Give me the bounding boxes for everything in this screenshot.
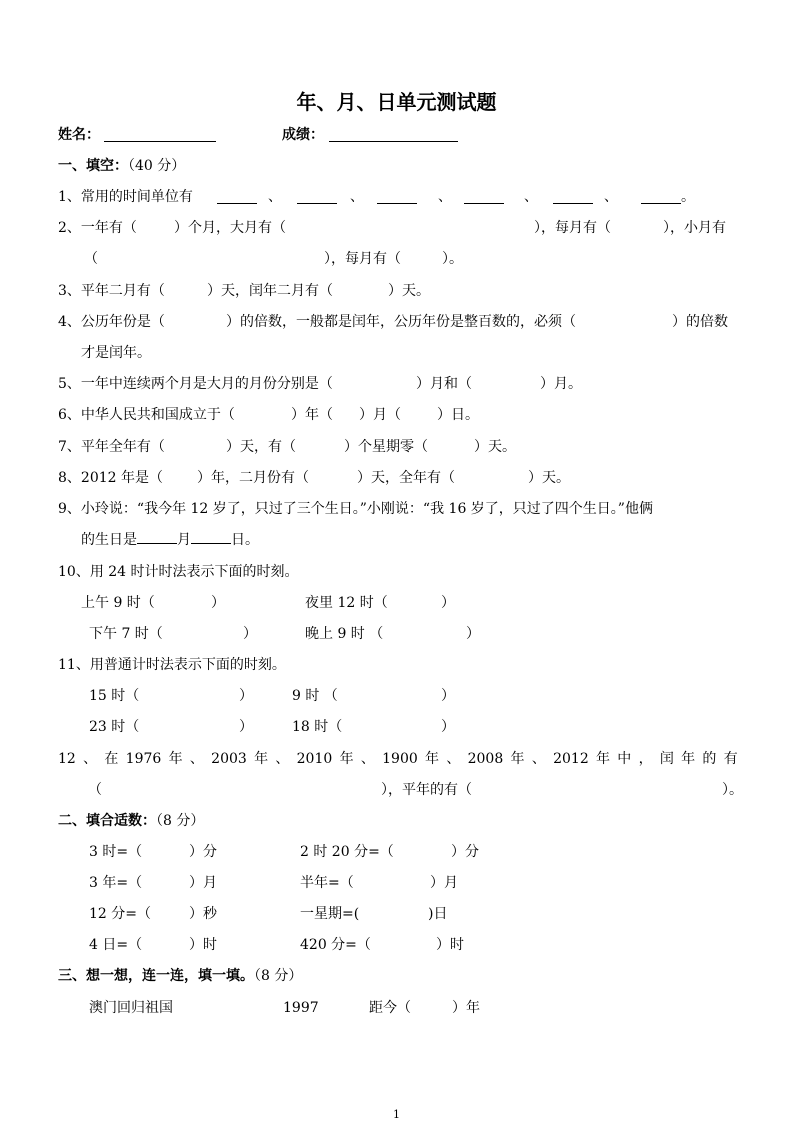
q12-token: 年 (168, 751, 183, 767)
q1-sep-1: 、 (268, 189, 282, 205)
q12-line1 (58, 750, 738, 768)
q12-token: 12 (58, 751, 76, 767)
q12-token: 年 (254, 751, 269, 767)
s2-r3-b: 一星期=( (300, 906, 360, 922)
q1-blank-1[interactable] (217, 203, 257, 204)
name-label: 姓名： (58, 127, 100, 143)
q3-part-a: 3、平年二月有（ (58, 283, 165, 299)
q12-token: 年 (681, 751, 696, 767)
q12-token: 年 (510, 751, 525, 767)
q10-item-3-end: ） (243, 626, 257, 642)
q10-item-2: 夜里 12 时（ (305, 595, 388, 611)
s3-ago-a: 距今（ (369, 1000, 411, 1016)
q1-sep-3: 、 (438, 189, 452, 205)
q12-token: 闰 (659, 751, 674, 767)
q9-line2: 的生日是 月 日。 (81, 532, 259, 548)
q12-token: 、 (360, 751, 375, 767)
q4-part-d: 才是闰年。 (81, 345, 151, 361)
s2-r4-b: 420 分=（ (300, 937, 371, 953)
q12-token: 、 (275, 751, 290, 767)
q1-blank-2[interactable] (297, 203, 337, 204)
q12-token: 2003 (211, 751, 247, 767)
q10-item-2-end: ） (441, 595, 455, 611)
q12-token: 、 (189, 751, 204, 767)
s2-r4-a: 4 日=（ (89, 937, 143, 953)
q12-token: 、 (83, 751, 98, 767)
q12-token: 2010 (296, 751, 333, 767)
s2-r2-b-end: ）月 (430, 875, 458, 891)
s2-r1-a: 3 时=（ (89, 844, 143, 860)
q10-item-1-end: ） (211, 595, 225, 611)
q1-sep-2: 、 (350, 189, 364, 205)
q11-item-4: 18 时（ (292, 719, 343, 735)
s2-r1-a-end: ）分 (189, 844, 217, 860)
q4-part-b: ）的倍数，一般都是闰年，公历年份是整百数的，必须（ (226, 314, 576, 330)
s3-event: 澳门回归祖国 (89, 1000, 173, 1016)
q2-part-b: ）个月，大月有（ (174, 220, 286, 236)
s2-r3-b-end: )日 (428, 906, 448, 922)
page-title: 年、月、日单元测试题 (296, 90, 497, 114)
q8-part-b: ）年，二月份有（ (197, 470, 309, 486)
score-field[interactable] (329, 141, 458, 142)
q4-part-c: ）的倍数 (672, 314, 728, 330)
q12-part-b: （ (88, 782, 102, 798)
q2-part-e: （ (84, 251, 98, 267)
q8-part-a: 8、2012 年是（ (58, 470, 163, 486)
score-label: 成绩： (282, 127, 324, 143)
q11-item-1: 15 时（ (89, 688, 140, 704)
q11-item-1-end: ） (239, 688, 253, 704)
q10-item-3: 下午 7 时（ (89, 626, 163, 642)
q12-part-c: ），平年的有（ (381, 782, 472, 798)
q7-part-b: ）天，有（ (226, 439, 296, 455)
q7-part-c: ）个星期零（ (344, 439, 428, 455)
s2-r4-b-end: ）时 (436, 937, 464, 953)
q9-blank-month[interactable] (137, 531, 177, 544)
q12-token: 在 (104, 751, 119, 767)
q2-part-f: ），每月有（ (324, 251, 401, 267)
q7-part-d: ）天。 (474, 439, 516, 455)
q1-text: 1、常用的时间单位有 (58, 189, 193, 205)
q12-token: 、 (531, 751, 546, 767)
q7-part-a: 7、平年全年有（ (58, 439, 165, 455)
q8-part-c: ）天，全年有（ (357, 470, 455, 486)
q12-token: 年 (425, 751, 440, 767)
q12-token: 年 (596, 751, 611, 767)
page-number: 1 (393, 1108, 400, 1121)
q12-token: 有 (723, 751, 738, 767)
q5-part-a: 5、一年中连续两个月是大月的月份分别是（ (58, 376, 333, 392)
q6-part-d: ）日。 (437, 407, 479, 423)
s2-r3-a: 12 分=（ (89, 906, 151, 922)
s3-year: 1997 (283, 1000, 319, 1016)
section2-heading: 二、填合适数：（8 分） (58, 813, 205, 829)
q10-item-4-end: ） (466, 626, 480, 642)
q12-token: ， (638, 751, 653, 767)
q3-part-c: ）天。 (388, 283, 430, 299)
q12-token: 年 (339, 751, 354, 767)
q9-blank-day[interactable] (191, 531, 231, 544)
q6-part-a: 6、中华人民共和国成立于（ (58, 407, 235, 423)
q2-part-c: ），每月有（ (534, 220, 611, 236)
q5-part-b: ）月和（ (416, 376, 472, 392)
q10-item-1: 上午 9 时（ (81, 595, 155, 611)
q3-part-b: ）天，闰年二月有（ (207, 283, 333, 299)
q8-part-d: ）天。 (528, 470, 570, 486)
s2-r4-a-end: ）时 (189, 937, 217, 953)
section1-heading: 一、填空：（40 分） (58, 158, 186, 174)
q6-part-c: ）月（ (359, 407, 401, 423)
s2-r3-a-end: ）秒 (189, 906, 217, 922)
q11-item-3: 23 时（ (89, 719, 140, 735)
q12-part-d: ）。 (722, 782, 743, 798)
q12-token: 1976 (125, 751, 162, 767)
s2-r2-b: 半年=（ (300, 875, 354, 891)
q1-end: 。 (681, 189, 695, 205)
q9-line1: 9、小玲说：“我今年 12 岁了，只过了三个生日。”小刚说：“我 16 岁了，只过了四个生日。”他俩 (58, 501, 653, 517)
q12-token: 1900 (382, 751, 418, 767)
q2-part-a: 2、一年有（ (58, 220, 137, 236)
q1-blank-6[interactable] (641, 203, 681, 204)
q2-part-g: ）。 (442, 251, 463, 267)
s3-ago-b: ）年 (452, 1000, 480, 1016)
q10-item-4: 晚上 9 时 （ (305, 626, 384, 642)
q12-token: 的 (702, 751, 717, 767)
q12-token: 、 (446, 751, 461, 767)
s2-r2-a: 3 年=（ (89, 875, 143, 891)
q1-blank-5[interactable] (553, 203, 593, 204)
q11-item-4-end: ） (441, 719, 455, 735)
q5-part-c: ）月。 (540, 376, 582, 392)
s2-r1-b-end: ）分 (451, 844, 479, 860)
q12-token: 2008 (467, 751, 504, 767)
q11-text: 11、用普通计时法表示下面的时刻。 (58, 657, 286, 673)
q2-part-d: ），小月有 (663, 220, 726, 236)
q12-token: 中 (617, 751, 632, 767)
q11-item-2: 9 时 （ (292, 688, 338, 704)
name-field[interactable] (104, 141, 216, 142)
q12-token: 2012 (553, 751, 589, 767)
q1-sep-4: 、 (524, 189, 538, 205)
section3-heading: 三、想一想，连一连，填一填。（8 分） (58, 968, 303, 984)
q6-part-b: ）年（ (291, 407, 333, 423)
q1-blank-3[interactable] (377, 203, 417, 204)
q11-item-3-end: ） (239, 719, 253, 735)
s2-r2-a-end: ）月 (189, 875, 217, 891)
q1-blank-4[interactable] (464, 203, 504, 204)
q10-text: 10、用 24 时计时法表示下面的时刻。 (58, 564, 299, 580)
q1-sep-5: 、 (604, 189, 618, 205)
q4-part-a: 4、公历年份是（ (58, 314, 165, 330)
q11-item-2-end: ） (441, 688, 455, 704)
s2-r1-b: 2 时 20 分=（ (300, 844, 394, 860)
